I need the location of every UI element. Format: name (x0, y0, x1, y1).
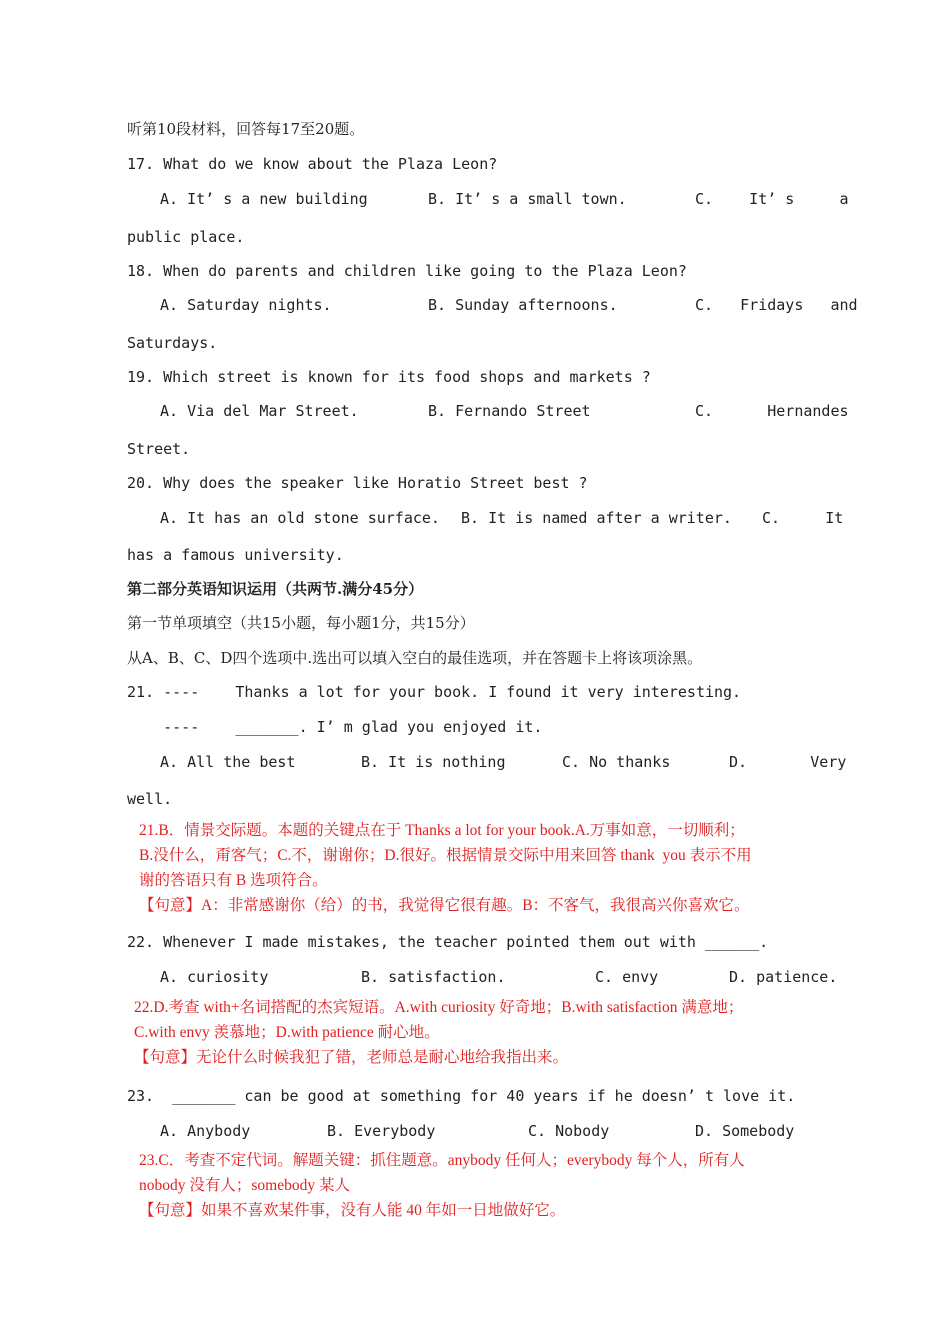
question-21-answer-translation: 【句意】A：非常感谢你（给）的书，我觉得它很有趣。B：不客气，我很高兴你喜欢它。 (139, 897, 750, 914)
part2-title: 第二部分英语知识运用（共两节.满分45分） (127, 580, 424, 598)
question-22-answer-translation: 【句意】无论什么时候我犯了错，老师总是耐心地给我指出来。 (134, 1049, 569, 1066)
question-23-option-a: A. Anybody (160, 1122, 251, 1140)
question-23-option-c: C. Nobody (528, 1122, 610, 1140)
question-17-option-b: B. It’ s a small town. (428, 190, 627, 208)
question-22-option-a: A. curiosity (160, 968, 269, 986)
question-22-option-b: B. satisfaction. (361, 968, 506, 986)
question-23-answer-line-2: nobody 没有人；somebody 某人 (139, 1177, 350, 1194)
part2-instruction: 从A、B、C、D四个选项中.选出可以填入空白的最佳选项，并在答题卡上将该项涂黑。 (127, 649, 703, 667)
question-19-option-c: C. Hernandes (695, 402, 849, 420)
question-23-option-b: B. Everybody (327, 1122, 436, 1140)
question-21-option-d: D. Very (729, 753, 847, 771)
question-19-stem: 19. Which street is known for its food shops and markets ? (127, 368, 651, 386)
question-19-option-c-continued: Street. (127, 440, 191, 458)
question-20-option-a: A. It has an old stone surface. (160, 509, 440, 527)
question-22-option-d: D. patience. (729, 968, 838, 986)
question-17-stem: 17. What do we know about the Plaza Leon? (127, 155, 498, 173)
question-23-option-d: D. Somebody (695, 1122, 795, 1140)
question-20-stem: 20. Why does the speaker like Horatio Street best ? (127, 474, 588, 492)
question-23-stem: 23. _______ can be good at something for 40 years if he doesn’ t love it. (127, 1087, 796, 1105)
question-22-answer-line-1: 22.D.考查 with+名词搭配的杰宾短语。A.with curiosity 好奇地；B.with satisfaction 满意地； (134, 999, 744, 1016)
question-21-option-c: C. No thanks (562, 753, 671, 771)
question-22-option-c: C. envy (595, 968, 659, 986)
question-21-line-2: ---- _______. I’ m glad you enjoyed it. (127, 718, 543, 736)
question-18-option-c-continued: Saturdays. (127, 334, 218, 352)
part2-section1-title: 第一节单项填空（共15小题，每小题1分，共15分） (127, 614, 475, 632)
question-19-option-b: B. Fernando Street (428, 402, 591, 420)
question-21-option-b: B. It is nothing (361, 753, 506, 771)
question-17-option-c: C. It’ s a (695, 190, 849, 208)
question-17-option-c-continued: public place. (127, 228, 245, 246)
question-19-option-a: A. Via del Mar Street. (160, 402, 359, 420)
question-20-option-c-continued: has a famous university. (127, 546, 344, 564)
question-21-option-a: A. All the best (160, 753, 296, 771)
question-18-option-a: A. Saturday nights. (160, 296, 332, 314)
question-18-stem: 18. When do parents and children like going to the Plaza Leon? (127, 262, 687, 280)
question-21-answer-line-1: 21.B．情景交际题。本题的关键点在于 Thanks a lot for your book.A.万事如意，一切顺利； (139, 822, 745, 839)
question-22-answer-line-2: C.with envy 羡慕地；D.with patience 耐心地。 (134, 1024, 440, 1041)
listening-intro: 听第10段材料，回答每17至20题。 (127, 120, 365, 138)
question-23-answer-translation: 【句意】如果不喜欢某件事，没有人能 40 年如一日地做好它。 (139, 1202, 566, 1219)
question-21-line-1: 21. ---- Thanks a lot for your book. I found it very interesting. (127, 683, 742, 701)
question-21-answer-line-3: 谢的答语只有 B 选项符合。 (139, 872, 328, 889)
question-22-stem: 22. Whenever I made mistakes, the teacher pointed them out with ______. (127, 933, 769, 951)
question-20-option-c: C. It (762, 509, 844, 527)
question-18-option-b: B. Sunday afternoons. (428, 296, 618, 314)
question-20-option-b: B. It is named after a writer. (461, 509, 732, 527)
question-21-option-d-continued: well. (127, 790, 173, 808)
question-18-option-c: C. Fridays and (695, 296, 858, 314)
question-23-answer-line-1: 23.C．考查不定代词。解题关键：抓住题意。anybody 任何人；everybody 每个人，所有人 (139, 1152, 745, 1169)
question-21-answer-line-2: B.没什么，甭客气；C.不，谢谢你；D.很好。根据情景交际中用来回答 thank you 表示不用 (139, 847, 752, 864)
question-17-option-a: A. It’ s a new building (160, 190, 368, 208)
